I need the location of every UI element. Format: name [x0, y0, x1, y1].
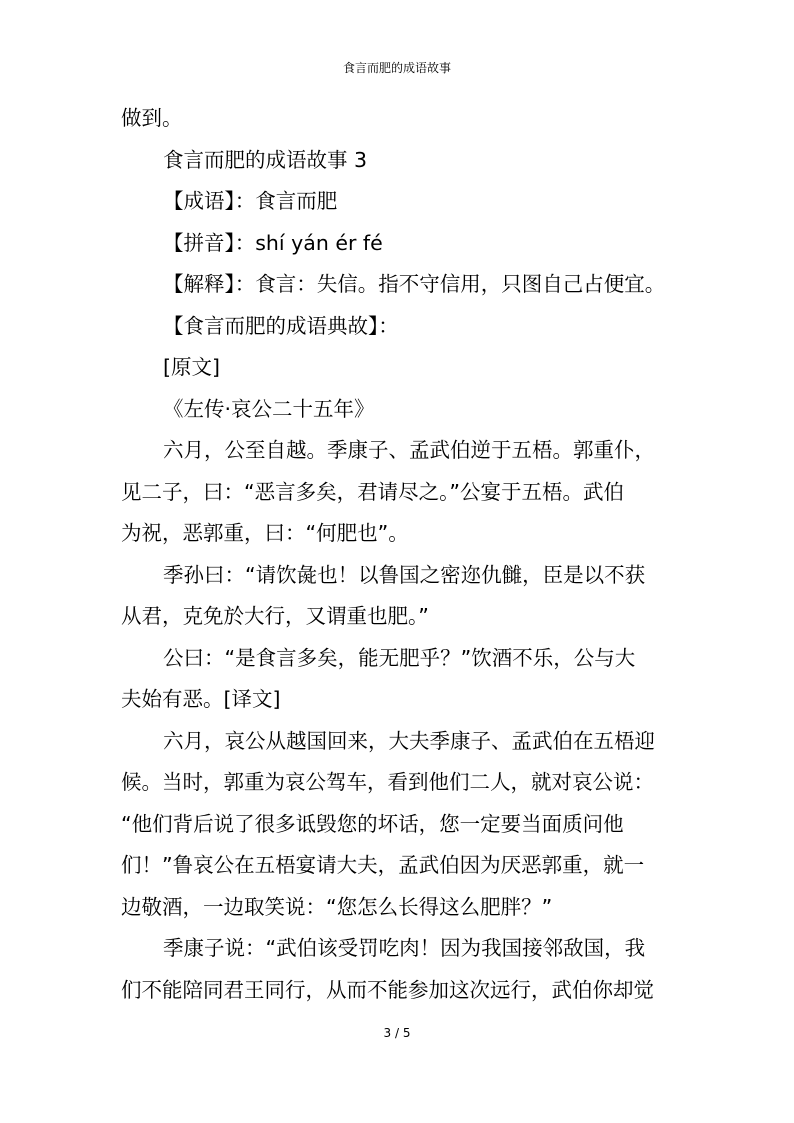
body-line: 【食言而肥的成语典故】： — [163, 313, 399, 338]
body-line: 季康子说：“武伯该受罚吃肉！因为我国接邻敌国，我 — [163, 936, 646, 960]
page-number: 3 / 5 — [383, 1026, 411, 1040]
body-line: 候。当时，郭重为哀公驾车，看到他们二人，就对哀公说： — [121, 770, 654, 794]
body-line: 们不能陪同君王同行，从而不能参加这次远行，武伯你却觉 — [121, 977, 654, 1002]
body-line: 见二子，曰：“恶言多矣，君请尽之。”公宴于五梧。武伯 — [121, 479, 624, 504]
body-line: “他们背后说了很多诋毁您的坏话，您一定要当面质问他 — [121, 811, 624, 836]
page-header — [0, 60, 794, 76]
header-title: 食言而肥的成语故事 — [342, 61, 451, 75]
body-line: 从君，克免於大行，又谓重也肥。” — [121, 604, 429, 628]
page-footer — [0, 1025, 794, 1041]
body-line: 《左传·哀公二十五年》 — [163, 396, 375, 421]
body-line: 【拼音】：shí yán ér fé — [163, 230, 383, 255]
body-line: 为祝，恶郭重，曰：“何肥也”。 — [121, 521, 409, 545]
body-line: 食言而肥的成语故事 3 — [163, 147, 368, 172]
document-body — [121, 98, 696, 1011]
body-line: 做到。 — [121, 106, 183, 130]
body-line: 公曰：“是食言多矣，能无肥乎？”饮酒不乐，公与大 — [163, 645, 636, 670]
body-line: 【解释】：食言：失信。指不守信用，只图自己占便宜。 — [163, 272, 666, 296]
body-line: [原文] — [163, 355, 220, 379]
body-line: 边敬酒，一边取笑说：“您怎么长得这么肥胖？” — [121, 894, 553, 919]
body-line: 季孙曰：“请饮彘也！以鲁国之密迩仇雠，臣是以不获 — [163, 562, 646, 587]
body-line: 夫始有恶。[译文] — [121, 687, 281, 711]
body-line: 六月，哀公从越国回来，大夫季康子、孟武伯在五梧迎 — [163, 728, 655, 753]
body-line: 【成语】：食言而肥 — [163, 189, 338, 213]
body-line: 们！”鲁哀公在五梧宴请大夫，孟武伯因为厌恶郭重，就一 — [121, 853, 645, 877]
body-line: 六月，公至自越。季康子、孟武伯逆于五梧。郭重仆， — [163, 438, 655, 462]
